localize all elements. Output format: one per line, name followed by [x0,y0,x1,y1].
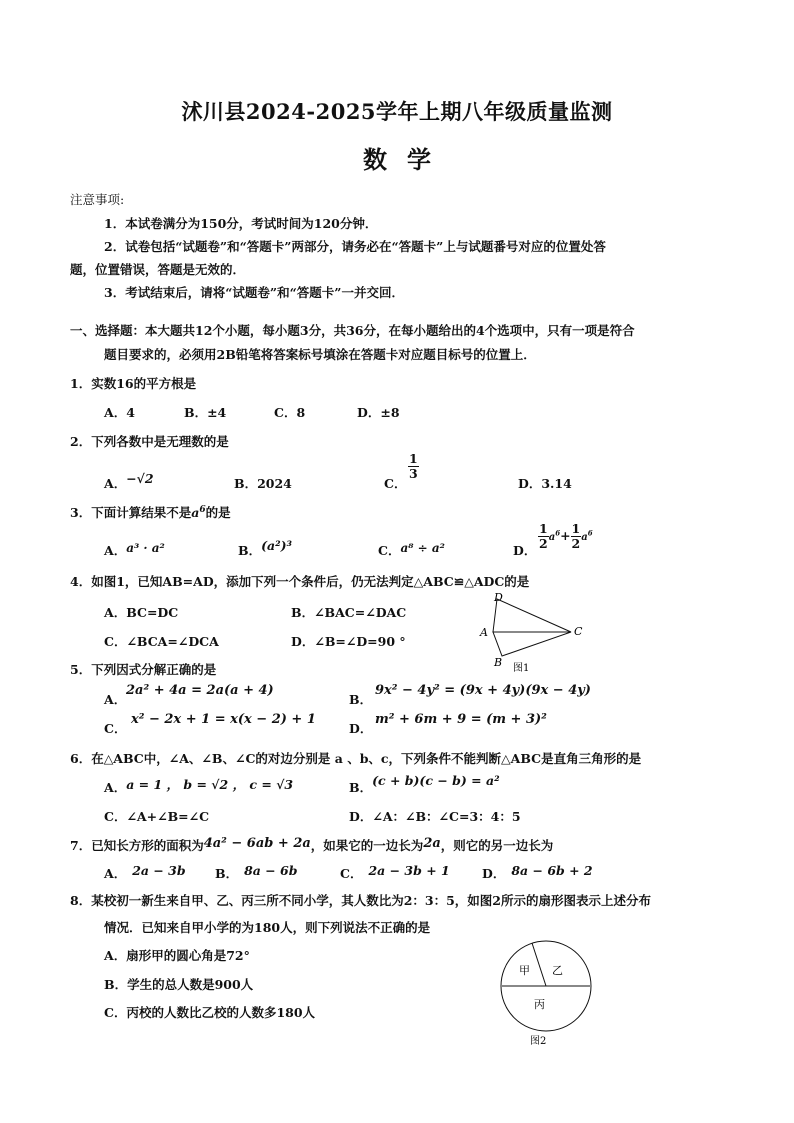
triangle-adc [493,599,571,632]
q5-option-a: A． [104,692,127,707]
figure-2-pie [494,934,604,1050]
q4-option-c: C．∠BCA=∠DCA [104,634,219,649]
exam-title: 沭川县2024-2025学年上期八年级质量监测 [181,99,613,124]
q1-option-c: C．8 [274,405,306,420]
q5-option-d: D． [349,721,373,736]
q2-option-a: A．−√2 [104,471,154,491]
q5-stem: 5．下列因式分解正确的是 [70,662,217,677]
sector-label-jia: 甲 [519,964,530,977]
q6-stem: 6．在△ABC中，∠A、∠B、∠C的对边分别是 a 、b、c，下列条件不能判断△ABC是直角三角形的是 [70,751,642,766]
q5-option-b-math: 9x² − 4y² = (9x + 4y)(9x − 4y) [375,683,591,698]
q7-stem: 7．已知长方形的面积为4a² − 6ab + 2a，如果它的一边长为2a，则它的另一边长为 [70,836,554,853]
q1-stem: 1．实数16的平方根是 [70,376,197,391]
q8-stem: 8．某校初一新生来自甲、乙、丙三所不同小学，其人数比为2：3：5，如图2所示的扇形图表示上述分布 [70,893,651,908]
q5-option-b: B． [349,692,373,707]
q4-option-d: D．∠B=∠D=90 ° [291,634,406,649]
section-instructions: 一、选择题：本大题共12个小题，每小题3分，共36分，在每小题给出的4个选项中，只有一项是符合 [70,323,635,338]
q7-option-b: B． 8a − 6b [215,863,298,881]
q5-option-c: C． [104,721,127,736]
q2-option-c-fraction: $\frac{1}{3}$ [409,451,418,481]
point-label-b: B [494,656,503,669]
q5-option-a-math: 2a² + 4a = 2a(a + 4) [126,683,274,698]
sector-label-yi: 乙 [552,964,563,977]
subject-title: 数学 [363,145,451,174]
q4-option-b: B．∠BAC=∠DAC [291,605,407,620]
q6-option-c: C．∠A+∠B=∠C [104,809,210,824]
q1-option-d: D．±8 [357,405,400,420]
figure-1-triangle [470,586,600,678]
q2-stem: 2．下列各数中是无理数的是 [70,434,229,449]
notice-heading: 注意事项: [70,192,125,207]
q3-option-a: A．a³ · a² [104,541,165,558]
q4-option-a: A．BC=DC [104,605,179,620]
q1-option-b: B．±4 [184,405,227,420]
notice-item-3: 3．考试结束后，请将“试题卷”和“答题卡”一并交回． [104,285,404,300]
q3-option-b: B．(a²)³ [238,538,292,558]
q3-option-c: C．a⁸ ÷ a² [378,541,445,558]
q4-stem: 4．如图1，已知AB=AD，添加下列一个条件后，仍无法判定△ABC≌△ADC的是 [70,574,530,589]
section-instructions-cont: 题目要求的，必须用2B铅笔将答案标号填涂在答题卡对应题目标号的位置上． [104,347,536,362]
notice-item-2-cont: 题，位置错误，答题是无效的． [70,262,246,277]
notice-item-2: 2．试卷包括“试题卷”和“答题卡”两部分，请务必在“答题卡”上与试题番号对应的位置处答 [104,239,606,254]
q3-stem: 3．下面计算结果不是$a^6$的是 [70,504,231,520]
q8-option-c: C．丙校的人数比乙校的人数多180人 [104,1005,316,1020]
triangle-abc [493,632,571,656]
q3-option-d-math: $\frac{1}{2}$ $a^6+$ $\frac{1}{2}$ $a^6$ [539,521,593,551]
q8-stem-cont: 情况．已知来自甲小学的为180人，则下列说法不正确的是 [104,920,431,935]
figure-1-caption: 图1 [513,663,530,674]
q2-option-b: B．2024 [234,476,292,491]
q8-option-a: A．扇形甲的圆心角是72° [104,948,250,963]
point-label-d: D [494,591,503,604]
point-label-a: A [480,626,488,639]
q6-option-b: B．(c + b)(c − b) = a² [349,773,500,795]
q6-option-a: A．a = 1 ， b = √2 ， c = √3 [104,777,294,795]
q2-option-c: C． [384,476,407,491]
q3-option-d: D． [513,543,537,558]
q5-option-c-math: x² − 2x + 1 = x(x − 2) + 1 [131,712,316,727]
sector-label-bing: 丙 [534,998,545,1011]
q6-option-d: D．∠A：∠B：∠C=3：4：5 [349,809,521,824]
q7-option-d: D． 8a − 6b + 2 [482,863,593,881]
notice-item-1: 1．本试卷满分为150分，考试时间为120分钟． [104,216,378,231]
figure-2-caption: 图2 [530,1036,547,1047]
q7-option-c: C． 2a − 3b + 1 [340,863,450,881]
q8-option-b: B．学生的总人数是900人 [104,977,254,992]
q5-option-d-math: m² + 6m + 9 = (m + 3)² [375,712,547,727]
q2-option-d: D．3.14 [518,476,572,491]
q7-option-a: A． 2a − 3b [104,863,186,881]
point-label-c: C [574,625,583,638]
q1-option-a: A．4 [104,405,135,420]
pie-divider-1 [532,943,546,986]
